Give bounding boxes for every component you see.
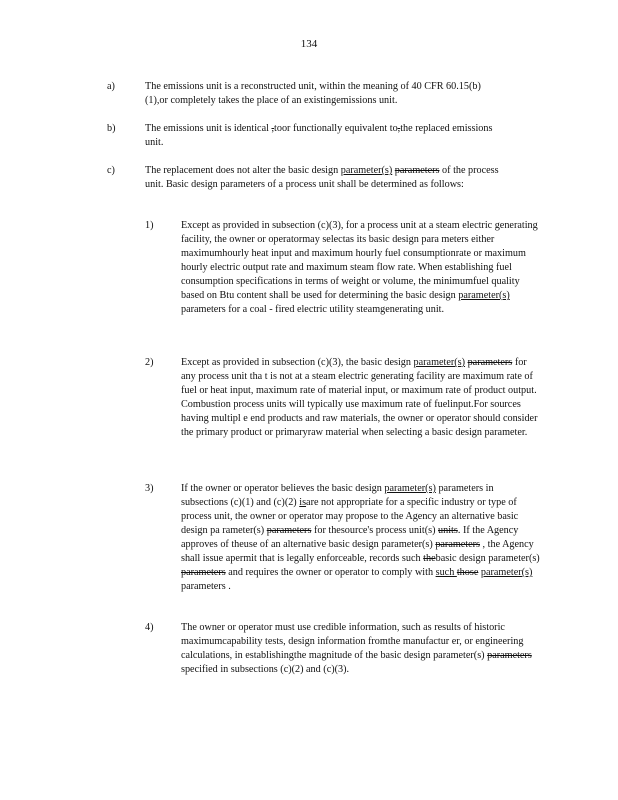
body-text: parameters for a coal - fired electric utility steamgenerating unit. (181, 304, 445, 315)
item-text (181, 621, 541, 677)
deleted-text: , (271, 123, 275, 134)
deleted-text: parameters (435, 539, 480, 550)
body-text: are not appropriate for a specific industry or type of process unit, the owner or operator may propose to the Agency an alternative basic design pa rameter(s) (181, 497, 519, 536)
deleted-text: the (423, 553, 436, 564)
body-text: parameters in subsections (c)(1) and (c)(2) (181, 483, 494, 508)
item-label: 2) (145, 357, 154, 368)
item-text (145, 164, 500, 192)
item-text (181, 482, 541, 594)
item-text (181, 219, 541, 317)
deleted-text: those (456, 567, 479, 578)
body-text: and requires the owner or operator to comply with (225, 567, 436, 578)
deleted-text: parameters (266, 525, 312, 536)
body-text: The emissions unit is a reconstructed unit, within the meaning of 40 CFR 60.15(b)(1),or completely takes the place of an existingemissions unit. (145, 81, 481, 106)
body-text: If the owner or operator believes the basic design (181, 483, 385, 494)
item-label: 1) (145, 220, 154, 231)
body-text: The owner or operator must use credible information, such as results of historic maximumcapability tests, design information fromthe manufactur er, or engineering calculations, in establishingthe magnitude of the basic design parameter(s) (181, 622, 524, 661)
body-text: parameters . (181, 581, 231, 592)
body-text: The emissions unit is identical (145, 123, 272, 134)
body-text: for any process unit tha t is not at a steam electric generating facility are maximum rate of fuel or heat input, maximum rate of material input, or maximum rate of product output. Combustion process units will typically use maximum rate of fuelinput.For sources having multipl e end products and raw materials, the owner or operator should consider the primary product or primaryraw material when selecting a basic design parameter. (181, 357, 538, 438)
deleted-text: parameters (467, 357, 513, 368)
inserted-text: parameter(s) (480, 567, 533, 578)
item-text (145, 80, 500, 108)
body-text: toor functionally equivalent to (274, 123, 398, 134)
inserted-text: parameter(s) (413, 357, 466, 368)
deleted-text: , (397, 123, 401, 134)
item-label: 3) (145, 483, 154, 494)
body-text: . If the Agency approves of theuse of an alternative basic design parameter(s) (181, 525, 519, 550)
item-label: a) (107, 81, 115, 92)
inserted-text: parameter(s) (340, 165, 393, 176)
body-text: the replaced emissions unit. (145, 123, 493, 148)
inserted-text: parameter(s) (458, 290, 510, 301)
deleted-text: parameters (394, 165, 440, 176)
body-text: for thesource's process unit(s) (311, 525, 439, 536)
item-text (181, 356, 541, 440)
inserted-text: is (299, 497, 307, 508)
page-number: 134 (300, 38, 318, 50)
body-text: basic design parameter(s) (435, 553, 540, 564)
deleted-text: parameters (487, 650, 532, 661)
body-text: Except as provided in subsection (c)(3), the basic design (181, 357, 414, 368)
inserted-text: parameter(s) (384, 483, 436, 494)
item-text (145, 122, 500, 150)
body-text: Except as provided in subsection (c)(3), for a process unit at a steam electric generating facility, the owner or operatormay selectas its basic design para meters either maximumhourly heat input and maximum hourly fuel consumptionrate or maximum hourly electric output rate and maximum steam flow rate. When establishing fuel consumption specifications in terms of weight or volume, the minimumfuel quality based on Btu content shall be used for determining the basic design (181, 220, 538, 301)
item-label: c) (107, 165, 115, 176)
item-label: b) (107, 123, 116, 134)
inserted-text: such (435, 567, 457, 578)
body-text: specified in subsections (c)(2) and (c)(3). (181, 664, 350, 675)
body-text: The replacement does not alter the basic design (145, 165, 341, 176)
body-text: , the Agency shall issue apermit that is legally enforceable, records such (181, 539, 534, 564)
item-label: 4) (145, 622, 154, 633)
deleted-text: parameters (181, 567, 226, 578)
deleted-text: units (438, 525, 458, 536)
body-text: of the process unit. Basic design parameters of a process unit shall be determined as follows: (145, 165, 499, 190)
